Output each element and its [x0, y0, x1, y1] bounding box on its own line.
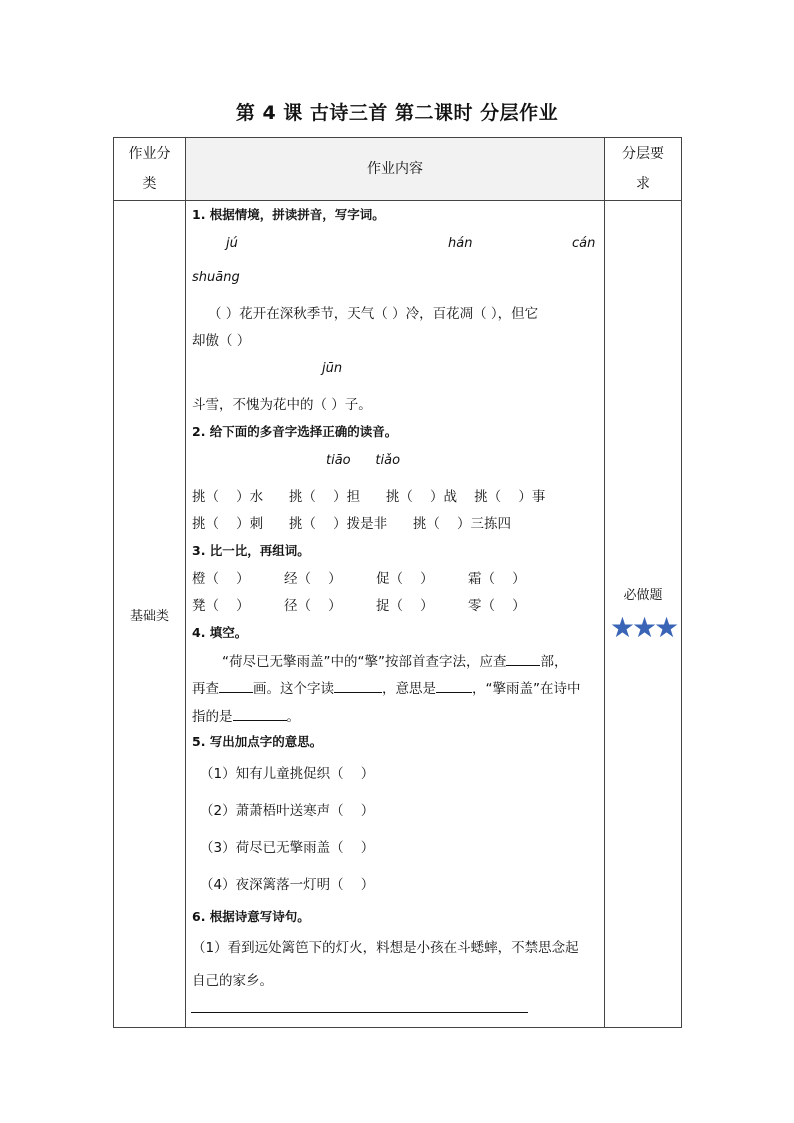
q6-line2: 自己的家乡。 [192, 973, 273, 989]
q1-pinyin-can: cán [572, 236, 596, 251]
q1-line3: 斗雪，不愧为花中的（ ）子。 [192, 397, 372, 413]
q2-heading: 2. 给下面的多音字选择正确的读音。 [192, 424, 398, 439]
header-content: 作业内容 [186, 138, 605, 201]
q5-item-3: （3）荷尽已无擎雨盖（ ） [200, 840, 375, 856]
q1-pinyin-han: hán [448, 236, 473, 251]
header-requirement [605, 138, 682, 201]
homework-table [113, 137, 682, 1028]
q4-blank-strokes[interactable] [219, 680, 253, 693]
q6-heading: 6. 根据诗意写诗句。 [192, 909, 310, 924]
header-category [114, 138, 186, 201]
q4-line3-text-a: 指的是 [192, 709, 233, 725]
q4-line1-text-a: “荷尽已无擎雨盖”中的“擎”按部首查字法，应查 [222, 654, 507, 670]
q1-line2: 却傲（ ） [192, 333, 251, 349]
q3-heading: 3. 比一比，再组词。 [192, 543, 310, 558]
q4-line2-text-d: ，“擎雨盖”在诗中 [472, 681, 581, 697]
q1-pinyin-jun: jūn [322, 361, 343, 376]
q4-line2 [192, 677, 581, 697]
content-cell [186, 201, 605, 1028]
q1-line1: （ ）花开在深秋季节，天气（ ）冷，百花凋（ ），但它 [208, 306, 539, 322]
q4-blank-radical[interactable] [506, 653, 540, 666]
q5-item-2: （2）萧萧梧叶送寒声（ ） [200, 803, 375, 819]
q6-line1: （1）看到远处篱笆下的灯火，料想是小孩在斗蟋蟀，不禁思念起 [192, 940, 579, 956]
requirement-label: 必做题 [623, 588, 663, 603]
q1-heading: 1. 根据情境，拼读拼音，写字词。 [192, 207, 385, 222]
q4-line1 [222, 650, 567, 670]
q6-answer-line[interactable] [191, 1012, 528, 1013]
q4-heading: 4. 填空。 [192, 625, 248, 640]
q4-line2-text-b: 画。这个字读 [253, 681, 334, 697]
q4-blank-refers-to[interactable] [233, 708, 287, 721]
star-rating-icon: ★★★ [609, 611, 677, 644]
category-cell: 基础类 [114, 201, 186, 1028]
header-category-line1: 作业分 [128, 146, 171, 162]
header-requirement-line2: 求 [636, 176, 650, 192]
q3-row1: 橙（ ） 经（ ） 促（ ） 霜（ ） [192, 571, 526, 587]
q2-row1: 挑（ ）水 挑（ ）担 挑（ ）战 挑（ ）事 [192, 489, 546, 505]
q4-line3 [192, 705, 300, 725]
q2-row2: 挑（ ）刺 挑（ ）拨是非 挑（ ）三拣四 [192, 516, 511, 532]
table-header-row [114, 138, 682, 201]
table-body-row [114, 201, 682, 1028]
q3-row2: 凳（ ） 径（ ） 捉（ ） 零（ ） [192, 598, 526, 614]
header-requirement-line1: 分层要 [622, 146, 664, 162]
header-category-line2: 类 [142, 176, 157, 192]
q4-blank-meaning[interactable] [436, 680, 472, 693]
q2-pinyin-options: tiāo tiǎo [326, 453, 401, 468]
q1-pinyin-shuang: shuāng [192, 270, 240, 285]
q4-blank-pronunciation[interactable] [334, 680, 382, 693]
q1-pinyin-ju: jú [226, 236, 238, 251]
q4-line1-text-b: 部， [540, 654, 568, 670]
q5-heading: 5. 写出加点字的意思。 [192, 734, 323, 749]
page-title: 第 4 课 古诗三首 第二课时 分层作业 [235, 102, 559, 124]
q4-line3-text-b: 。 [286, 709, 300, 725]
requirement-cell [605, 201, 682, 1028]
q5-item-1: （1）知有儿童挑促织（ ） [200, 766, 375, 782]
q4-line2-text-a: 再查 [192, 681, 219, 697]
q4-line2-text-c: ，意思是 [382, 681, 436, 697]
q5-item-4: （4）夜深篱落一灯明（ ） [200, 877, 375, 893]
